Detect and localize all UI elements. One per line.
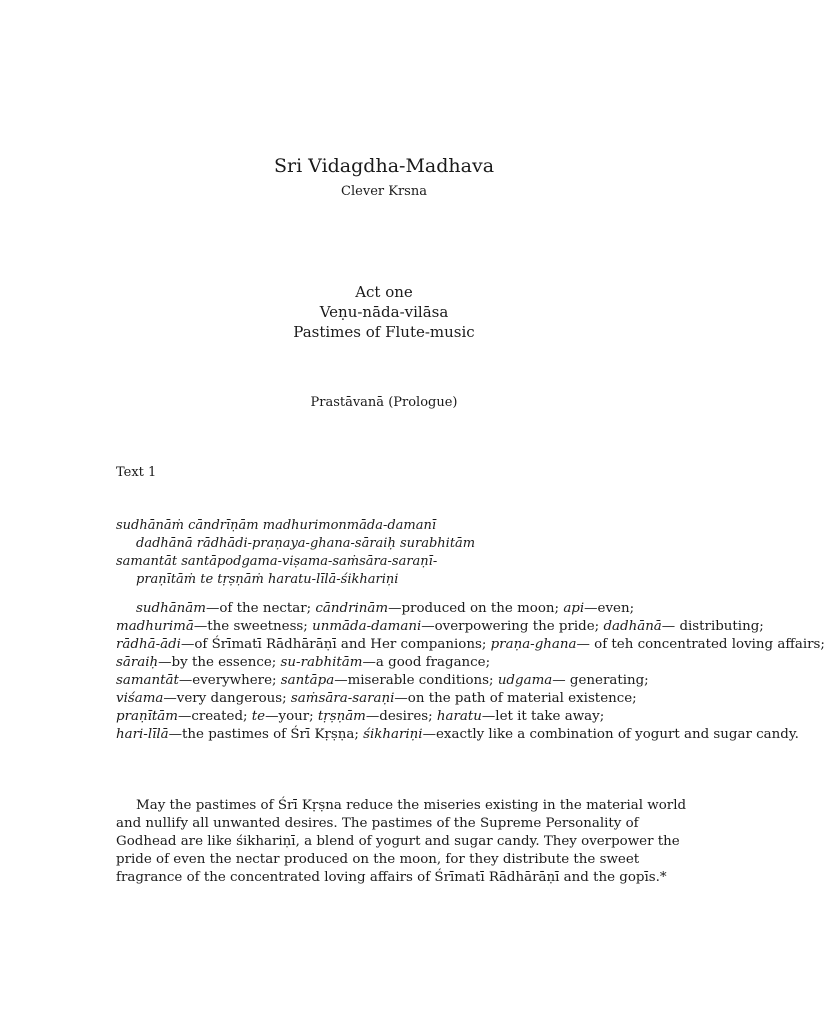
act-heading — [0, 282, 768, 342]
synonym-meaning: —let it take away; — [481, 709, 605, 724]
synonym-word: tṛṣṇām — [317, 709, 366, 724]
synonym-word: madhurimā — [116, 619, 194, 634]
synonym-meaning: —of the nectar; — [205, 601, 316, 616]
text-number-label: Text 1 — [116, 465, 157, 480]
synonym-word: su-rabhitām — [280, 655, 363, 670]
translation-line: May the pastimes of Śrī Kṛṣna reduce the miseries existing in the material world — [136, 798, 687, 813]
synonyms-line — [116, 708, 656, 726]
synonym-word: saṁsāra-saraṇi — [290, 691, 395, 706]
synonym-word: dadhānā — [603, 619, 662, 634]
synonym-word: sāraiḥ — [116, 655, 159, 670]
sanskrit-verse — [116, 517, 475, 589]
synonym-meaning: —very dangerous; — [163, 691, 291, 706]
synonyms-line — [116, 654, 656, 672]
synonym-word: haratu — [436, 709, 482, 724]
synonym-word: śikhariṇi — [363, 727, 423, 742]
act-number: Act one — [355, 283, 413, 301]
synonym-meaning: —miserable conditions; — [334, 673, 498, 688]
synonym-meaning: —produced on the moon; — [388, 601, 564, 616]
synonyms-line — [116, 618, 764, 636]
synonym-word: hari-līlā — [116, 727, 169, 742]
translation-line: fragrance of the concentrated loving affairs of Śrīmatī Rādhārāṇī and the gopīs.* — [116, 870, 667, 885]
synonym-meaning: —created; — [177, 709, 252, 724]
synonym-word: te — [251, 709, 266, 724]
synonym-meaning: —exactly like a combination of yogurt and sugar candy. — [422, 727, 799, 742]
page-subtitle: Clever Krsna — [341, 184, 427, 199]
synonyms-line — [116, 636, 825, 654]
synonyms-line — [116, 690, 656, 708]
verse-line: dadhānā rādhādi-praṇaya-ghana-sāraiḥ surabhitām — [136, 536, 476, 551]
synonyms-line — [116, 726, 799, 744]
translation-line: Godhead are like śikhariṇī, a blend of yogurt and sugar candy. They overpower the — [116, 834, 680, 849]
synonyms-line — [116, 600, 656, 618]
act-english-title: Pastimes of Flute-music — [293, 323, 475, 341]
synonym-meaning: — distributing; — [661, 619, 764, 634]
synonym-word: api — [563, 601, 585, 616]
translation-line: pride of even the nectar produced on the moon, for they distribute the sweet — [116, 852, 640, 867]
synonym-meaning: —everywhere; — [178, 673, 281, 688]
verse-line: praṇītāṁ te tṛṣṇāṁ haratu-līlā-śikhariṇi — [136, 572, 399, 587]
synonym-meaning: —even; — [584, 601, 635, 616]
synonym-meaning: —a good fragance; — [362, 655, 491, 670]
synonym-word: cāndrinām — [315, 601, 389, 616]
synonym-meaning: —by the essence; — [158, 655, 281, 670]
translation-line: and nullify all unwanted desires. The pastimes of the Supreme Personality of — [116, 816, 639, 831]
synonym-meaning: —on the path of material existence; — [394, 691, 637, 706]
synonym-word: samantāt — [116, 673, 179, 688]
verse-line: samantāt santāpodgama-viṣama-saṁsāra-saraṇī- — [116, 554, 438, 569]
synonym-meaning: — generating; — [552, 673, 649, 688]
synonym-meaning: —the sweetness; — [193, 619, 313, 634]
synonym-word: praṇa-ghana — [490, 637, 577, 652]
synonyms-line — [116, 672, 656, 690]
synonym-word: viśama — [116, 691, 164, 706]
page-title: Sri Vidagdha-Madhava — [273, 155, 495, 177]
synonym-meaning: —your; — [265, 709, 318, 724]
synonym-meaning: —overpowering the pride; — [421, 619, 604, 634]
synonym-meaning: —the pastimes of Śrī Kṛṣṇa; — [168, 727, 364, 742]
synonym-word: praṇītām — [116, 709, 178, 724]
synonym-word: unmāda-damani — [312, 619, 422, 634]
synonym-word: rādhā-ādi — [116, 637, 181, 652]
verse-translation — [116, 797, 687, 887]
verse-line: sudhānāṁ cāndrīṇām madhurimonmāda-damanī — [116, 518, 437, 533]
prologue-heading: Prastāvanā (Prologue) — [310, 395, 458, 410]
synonym-word: santāpa — [280, 673, 335, 688]
word-for-word-synonyms — [116, 600, 825, 744]
act-sanskrit-title: Veṇu-nāda-vilāsa — [319, 303, 449, 321]
synonym-meaning: —of Śrīmatī Rādhārāṇī and Her companions; — [180, 637, 491, 652]
synonym-meaning: — of teh concentrated loving affairs; — [576, 637, 825, 652]
synonym-word: sudhānām — [136, 601, 206, 616]
synonym-word: udgama — [497, 673, 553, 688]
synonym-meaning: —desires; — [365, 709, 437, 724]
